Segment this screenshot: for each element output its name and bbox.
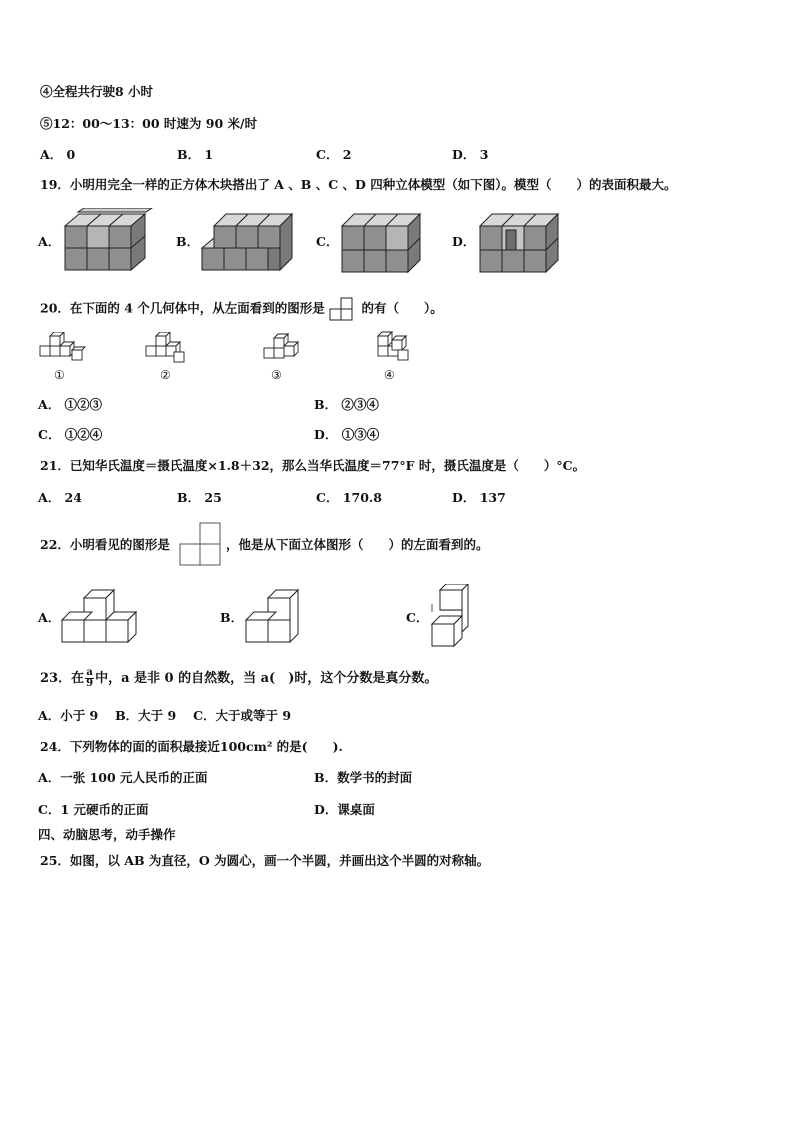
q19-label-d: D． bbox=[452, 234, 476, 249]
q20-fig-label-2: ② bbox=[160, 368, 171, 382]
q19-label-a: A． bbox=[38, 234, 61, 249]
q20-solid-3 bbox=[262, 332, 302, 364]
q24-option-a: A．一张 100 元人民币的正面 bbox=[38, 770, 208, 785]
q19-question: 19．小明用完全一样的正方体木块搭出了 A 、B 、C 、D 四种立体模型（如下图）。模型（ ）的表面积最大。 bbox=[40, 177, 677, 192]
q18-option-b: B． 1 bbox=[177, 147, 214, 162]
q18-option-d: D． 3 bbox=[452, 147, 489, 162]
q22-label-c: C． bbox=[406, 610, 429, 625]
q21-option-d: D． 137 bbox=[452, 490, 506, 505]
q18-option-c: C． 2 bbox=[316, 147, 352, 162]
q19-model-d bbox=[476, 206, 571, 276]
fraction-a-over-9 bbox=[85, 668, 94, 689]
q23-options: A．小于 9 B．大于 9 C．大于或等于 9 bbox=[38, 708, 292, 723]
q20-option-b: B． ②③④ bbox=[314, 397, 379, 412]
q20-solid-1 bbox=[38, 332, 86, 364]
q22-solid-c bbox=[428, 584, 478, 648]
q20-fig-label-1: ① bbox=[54, 368, 65, 382]
q19-model-c bbox=[338, 206, 433, 276]
q22-solid-a bbox=[60, 588, 150, 646]
q24-question: 24．下列物体的面的面积最接近100cm² 的是( ). bbox=[40, 739, 343, 754]
q22-left-view-shape bbox=[178, 522, 222, 566]
section-heading-4: 四、动脑思考，动手操作 bbox=[38, 827, 176, 842]
statement-4: ④全程共行驶8 小时 bbox=[40, 84, 154, 99]
q21-option-c: C． 170.8 bbox=[316, 490, 382, 505]
q21-option-b: B． 25 bbox=[177, 490, 222, 505]
fraction-numerator: a bbox=[86, 667, 93, 678]
q20-fig-label-3: ③ bbox=[271, 368, 282, 382]
q22-label-a: A． bbox=[38, 610, 61, 625]
q20-solid-2 bbox=[144, 332, 192, 364]
q23-question bbox=[40, 668, 437, 690]
q21-question: 21．已知华氏温度＝摄氏温度×1.8＋32，那么当华氏温度＝77°F 时，摄氏温度是（ ）°C。 bbox=[40, 458, 586, 473]
q20-option-d: D． ①③④ bbox=[314, 427, 380, 442]
q22-label-b: B． bbox=[220, 610, 244, 625]
q20-question bbox=[40, 297, 443, 321]
left-view-shape-icon bbox=[329, 297, 357, 321]
q20-fig-label-4: ④ bbox=[384, 368, 395, 382]
q24-option-d: D．课桌面 bbox=[314, 802, 375, 817]
q19-label-b: B． bbox=[176, 234, 200, 249]
q23-text-before: 23．在 bbox=[40, 671, 85, 686]
q20-option-a: A． ①②③ bbox=[38, 397, 103, 412]
q21-option-a: A． 24 bbox=[38, 490, 82, 505]
q25-question: 25．如图，以 AB 为直径，O 为圆心，画一个半圆，并画出这个半圆的对称轴。 bbox=[40, 853, 490, 868]
q23-text-after: 中，a 是非 0 的自然数，当 a( )时，这个分数是真分数。 bbox=[95, 671, 438, 686]
q22-solid-b bbox=[244, 588, 304, 646]
q20-solid-4 bbox=[376, 330, 416, 364]
q22-question-after: ，他是从下面立体图形（ ）的左面看到的。 bbox=[226, 537, 489, 552]
q22-question-before: 22．小明看见的图形是 bbox=[40, 537, 170, 552]
q18-option-a: A． 0 bbox=[40, 147, 76, 162]
q20-option-c: C． ①②④ bbox=[38, 427, 103, 442]
q20-text-before: 20．在下面的 4 个几何体中，从左面看到的图形是 bbox=[40, 300, 325, 316]
q20-text-after: 的有（ ）。 bbox=[361, 300, 443, 316]
q24-option-b: B．数学书的封面 bbox=[314, 770, 413, 785]
q19-model-b bbox=[198, 208, 293, 276]
q19-label-c: C． bbox=[316, 234, 339, 249]
q19-model-a bbox=[60, 208, 155, 276]
fraction-denominator: 9 bbox=[86, 678, 94, 689]
q24-option-c: C．1 元硬币的正面 bbox=[38, 802, 149, 817]
statement-5: ⑤12：00～13：00 时速为 90 米/时 bbox=[40, 116, 258, 131]
